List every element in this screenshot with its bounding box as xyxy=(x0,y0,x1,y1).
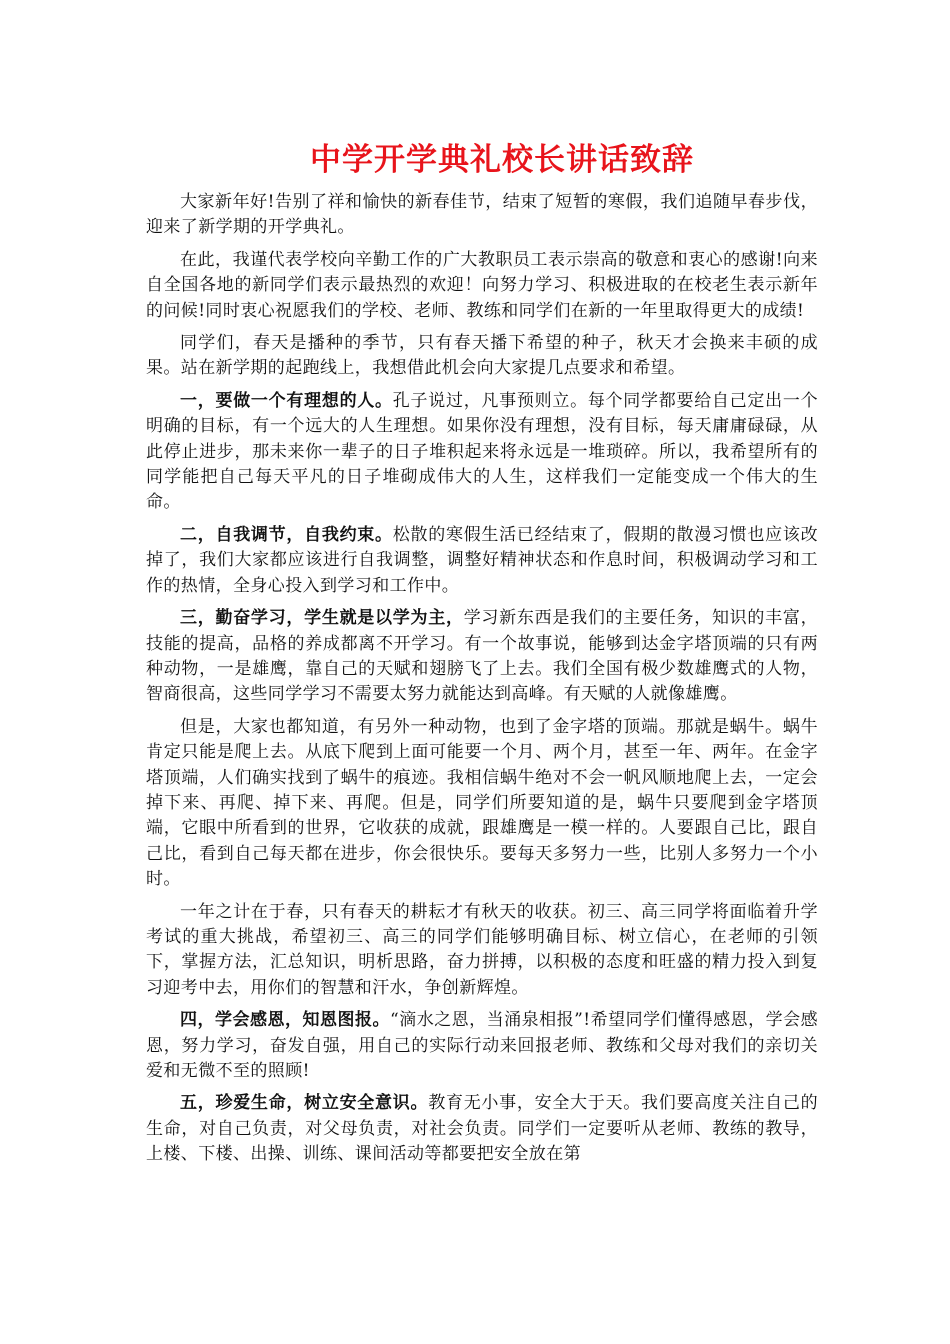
paragraph-text: 学习新东西是我们的主要任务，知识的丰富，技能的提高，品格的养成都离不开学习。有一个故事说，能够到达金字塔顶端的只有两种动物，一是雄鹰，靠自己的天赋和翅膀飞了上去。我们全国有极少数雄鹰式的人物，智商很高，这些同学学习不需要太努力就能达到高峰。有天赋的人就像雄鹰。 xyxy=(146,608,818,705)
paragraph-point-1 xyxy=(146,389,818,516)
document-page xyxy=(146,140,818,1175)
document-title: 中学开学典礼校长讲话致辞 xyxy=(310,142,694,178)
paragraph-lead: 四，学会感恩，知恩图报。 xyxy=(180,1010,390,1031)
paragraph-point-2 xyxy=(146,523,818,599)
paragraph-text: 松散的寒假生活已经结束了，假期的散漫习惯也应该改掉了，我们大家都应该进行自我调整，调整好精神状态和作息时间，积极调动学习和工作的热情，全身心投入到学习和工作中。 xyxy=(146,524,818,596)
paragraph-lead: 三，勤奋学习，学生就是以学为主， xyxy=(180,608,464,629)
paragraph-point-4 xyxy=(146,1008,818,1084)
paragraph-point-5 xyxy=(146,1091,818,1167)
paragraph-text: 教育无小事，安全大于天。我们要高度关注自己的生命，对自己负责，对父母负责，对社会负责。同学们一定要听从老师、教练的教导，上楼、下楼、出操、训练、课间活动等都要把安全放在第 xyxy=(146,1093,818,1165)
paragraph-text: 但是，大家也都知道，有另外一种动物，也到了金字塔的顶端。那就是蜗牛。蜗牛肯定只能是爬上去。从底下爬到上面可能要一个月、两个月，甚至一年、两年。在金字塔顶端，人们确实找到了蜗牛的痕迹。我相信蜗牛绝对不会一帆风顺地爬上去，一定会掉下来、再爬、掉下来、再爬。但是，同学们所要知道的是，蜗牛只要爬到金字塔顶端，它眼中所看到的世界，它收获的成就，跟雄鹰是一模一样的。人要跟自己比，跟自己比，看到自己每天都在进步，你会很快乐。要每天多努力一些，比别人多努力一个小时。 xyxy=(146,716,818,890)
paragraph-point-3 xyxy=(146,606,818,708)
paragraph-snail xyxy=(146,715,818,893)
paragraph-lead: 五，珍爱生命，树立安全意识。 xyxy=(180,1093,429,1114)
paragraph-text: 孔子说过，凡事预则立。每个同学都要给自己定出一个明确的目标，有一个远大的人生理想。如果你没有理想，没有目标，每天庸庸碌碌，从此停止进步，那未来你一辈子的日子堆积起来将永远是一堆琐碎。所以，我希望所有的同学能把自己每天平凡的日子堆砌成伟大的人生，这样我们一定能变成一个伟大的生命。 xyxy=(146,390,818,513)
paragraph-spring xyxy=(146,331,818,382)
paragraph-exam xyxy=(146,900,818,1002)
paragraph-greeting xyxy=(146,190,818,241)
paragraph-text: 在此，我谨代表学校向辛勤工作的广大教职员工表示崇高的敬意和衷心的感谢!向来自全国各地的新同学们表示最热烈的欢迎！向努力学习、积极进取的在校老生表示新年的问候!同时衷心祝愿我们的学校、老师、教练和同学们在新的一年里取得更大的成绩! xyxy=(146,249,818,321)
paragraph-lead: 二，自我调节，自我约束。 xyxy=(180,524,393,545)
paragraph-lead: 一，要做一个有理想的人。 xyxy=(180,390,393,411)
paragraph-text: 大家新年好!告别了祥和愉快的新春佳节，结束了短暂的寒假，我们追随早春步伐，迎来了新学期的开学典礼。 xyxy=(146,192,818,238)
paragraph-text: 一年之计在于春，只有春天的耕耘才有秋天的收获。初三、高三同学将面临着升学考试的重大挑战，希望初三、高三的同学们能够明确目标、树立信心，在老师的引领下，掌握方法，汇总知识，明析思路，奋力拼搏，以积极的态度和旺盛的精力投入到复习迎考中去，用你们的智慧和汗水，争创新辉煌。 xyxy=(146,901,818,998)
paragraph-text: “滴水之恩，当涌泉相报”!希望同学们懂得感恩，学会感恩，努力学习，奋发自强，用自己的实际行动来回报老师、教练和父母对我们的亲切关爱和无微不至的照顾! xyxy=(146,1010,818,1081)
paragraph-thanks xyxy=(146,248,818,324)
paragraph-text: 同学们，春天是播种的季节，只有春天播下希望的种子，秋天才会换来丰硕的成果。站在新学期的起跑线上，我想借此机会向大家提几点要求和希望。 xyxy=(146,333,818,379)
